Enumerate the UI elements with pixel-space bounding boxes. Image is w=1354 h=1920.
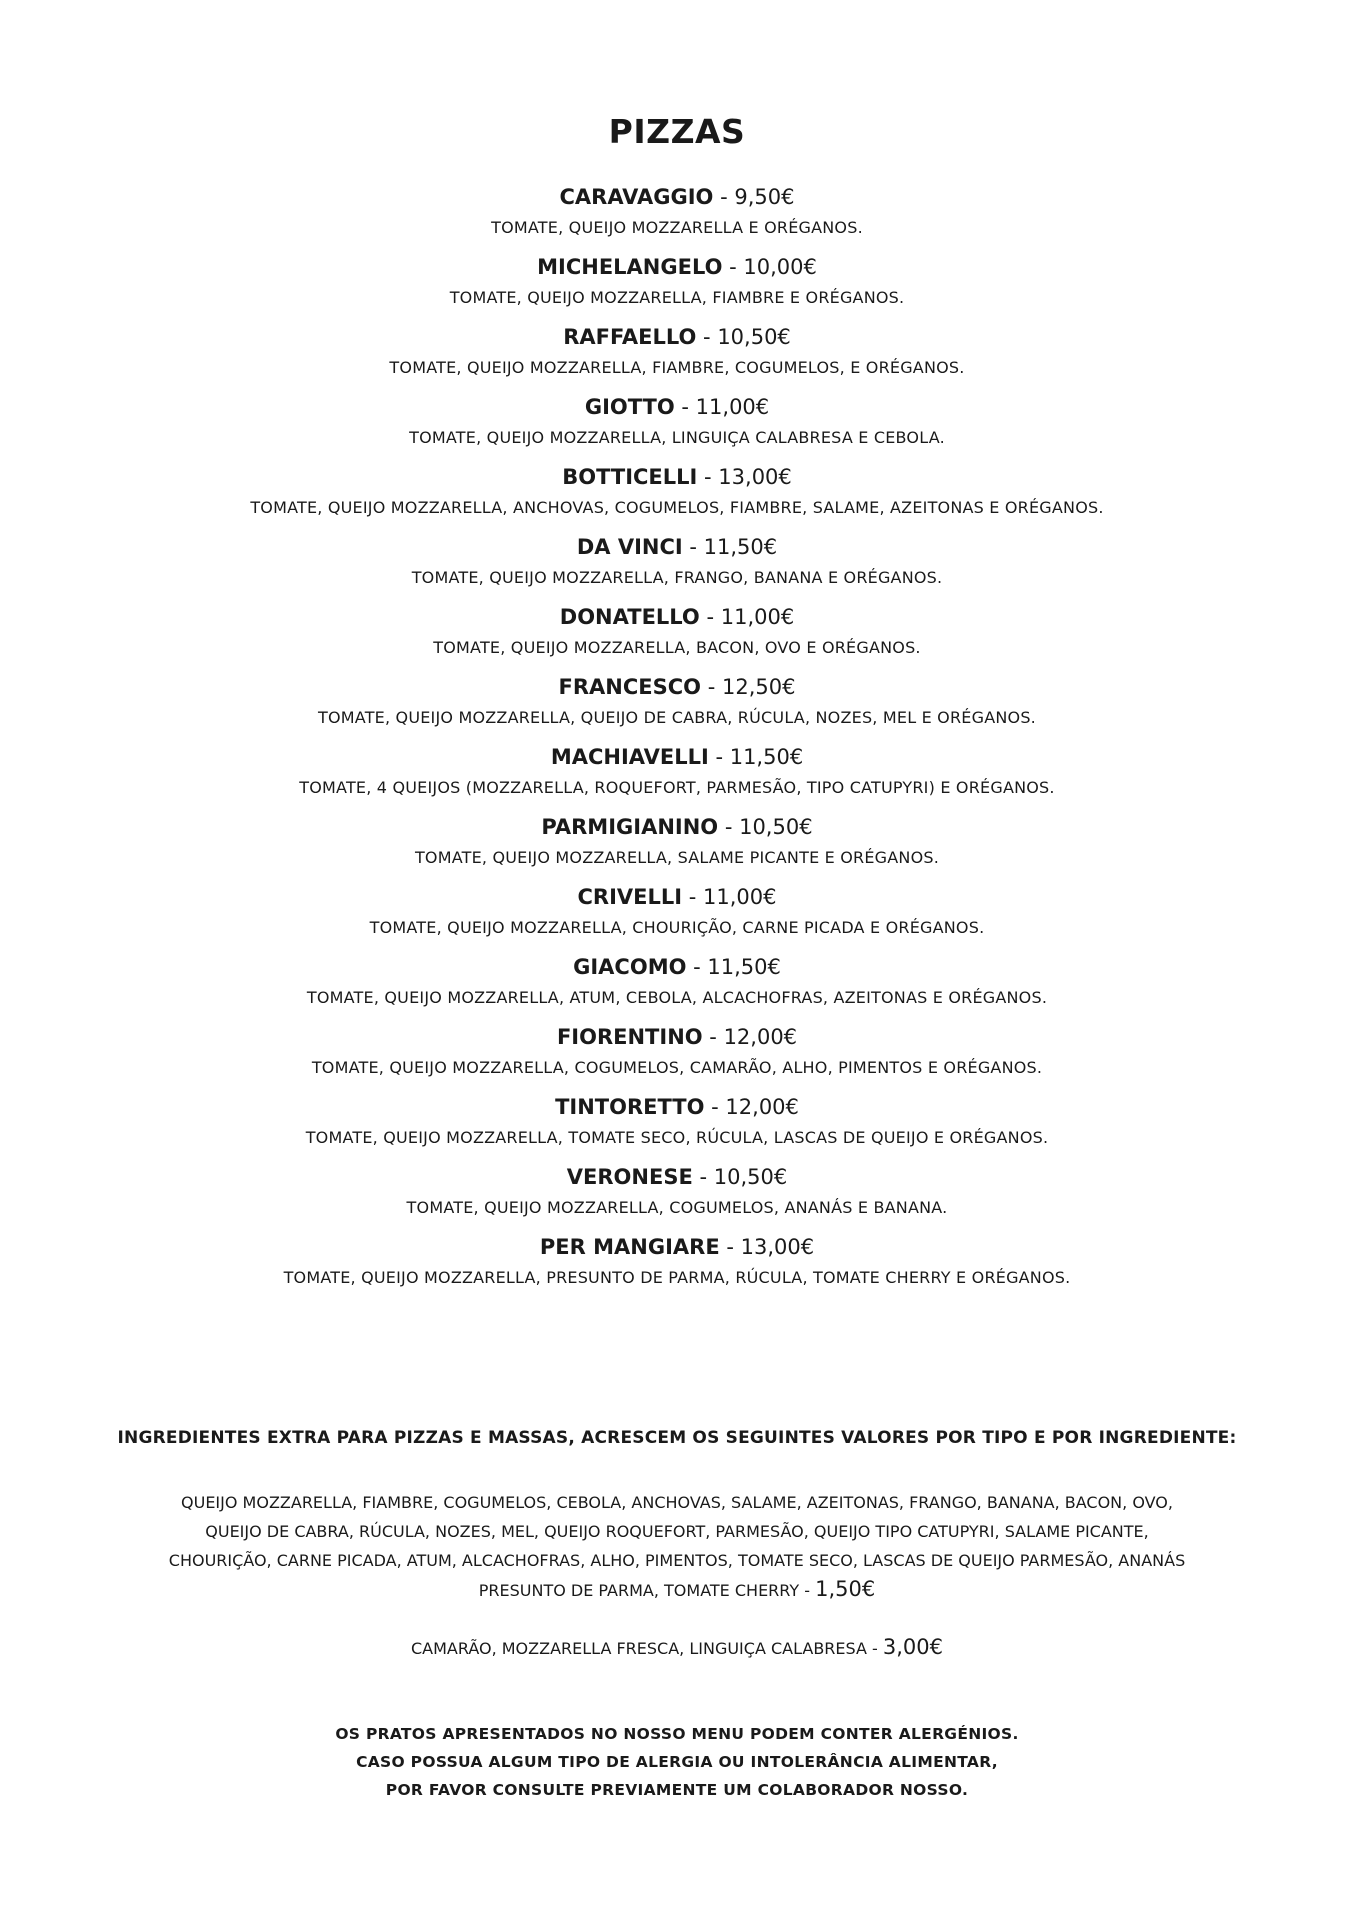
menu-item-price: 10,50€ <box>717 325 791 349</box>
menu-item-name: MACHIAVELLI <box>550 745 709 769</box>
menu-item-separator: - <box>708 745 730 769</box>
allergen-notice <box>0 1720 1354 1804</box>
menu-item-price: 10,00€ <box>743 255 817 279</box>
menu-item-description: TOMATE, QUEIJO MOZZARELLA, FIAMBRE, COGUMELOS, E ORÉGANOS. <box>389 358 965 377</box>
menu-item-heading <box>0 322 1354 352</box>
menu-item-separator: - <box>682 535 704 559</box>
menu-item <box>0 1162 1354 1232</box>
menu-item-price: 10,50€ <box>713 1165 788 1189</box>
menu-item <box>0 672 1354 742</box>
menu-item-description: TOMATE, QUEIJO MOZZARELLA, FIAMBRE E ORÉGANOS. <box>449 288 905 307</box>
menu-item-price: 11,50€ <box>703 535 778 559</box>
menu-item-name: MICHELANGELO <box>537 255 723 279</box>
menu-item-name: VERONESE <box>566 1165 693 1189</box>
menu-item-name: PER MANGIARE <box>539 1235 720 1259</box>
extras-separator: - <box>799 1581 816 1600</box>
menu-item-separator: - <box>692 1165 714 1189</box>
pizza-list <box>0 182 1354 1302</box>
menu-item-separator: - <box>702 1025 724 1049</box>
menu-item-description: TOMATE, QUEIJO MOZZARELLA, SALAME PICANTE E ORÉGANOS. <box>414 848 940 867</box>
menu-item-heading <box>0 602 1354 632</box>
extras-list-2-text: CAMARÃO, MOZZARELLA FRESCA, LINGUIÇA CALABRESA <box>410 1639 867 1658</box>
menu-item <box>0 1232 1354 1302</box>
menu-item-separator: - <box>699 605 721 629</box>
extras-price-1: 1,50€ <box>815 1577 876 1601</box>
menu-item-description: TOMATE, QUEIJO MOZZARELLA, CHOURIÇÃO, CARNE PICADA E ORÉGANOS. <box>369 918 985 937</box>
menu-item-heading <box>0 952 1354 982</box>
menu-item-description: TOMATE, QUEIJO MOZZARELLA, ANCHOVAS, COGUMELOS, FIAMBRE, SALAME, AZEITONAS E ORÉGANOS. <box>250 498 1104 517</box>
menu-item-price: 13,00€ <box>718 465 792 489</box>
menu-item-heading <box>0 1092 1354 1122</box>
menu-item <box>0 952 1354 1022</box>
menu-item-heading <box>0 182 1354 212</box>
menu-item-name: GIOTTO <box>584 395 675 419</box>
menu-item-heading <box>0 742 1354 772</box>
menu-item <box>0 812 1354 882</box>
menu-item-price: 11,00€ <box>695 395 770 419</box>
menu-item <box>0 322 1354 392</box>
menu-item-description: TOMATE, QUEIJO MOZZARELLA, TOMATE SECO, RÚCULA, LASCAS DE QUEIJO E ORÉGANOS. <box>305 1128 1049 1147</box>
menu-item-name: DONATELLO <box>559 605 700 629</box>
menu-item-description: TOMATE, QUEIJO MOZZARELLA, COGUMELOS, ANANÁS E BANANA. <box>406 1198 948 1217</box>
menu-item-separator: - <box>713 185 735 209</box>
menu-item-name: FIORENTINO <box>556 1025 703 1049</box>
menu-item-name: DA VINCI <box>576 535 683 559</box>
menu-item-name: FRANCESCO <box>558 675 702 699</box>
menu-item-description: TOMATE, QUEIJO MOZZARELLA, LINGUIÇA CALABRESA E CEBOLA. <box>409 428 945 447</box>
menu-item-heading <box>0 252 1354 282</box>
menu-item-separator: - <box>696 325 718 349</box>
menu-item-separator: - <box>704 1095 726 1119</box>
menu-item-name: PARMIGIANINO <box>541 815 719 839</box>
menu-item-price: 13,00€ <box>740 1235 815 1259</box>
menu-item-price: 12,50€ <box>721 675 796 699</box>
menu-item-heading <box>0 532 1354 562</box>
menu-item-name: BOTTICELLI <box>562 465 698 489</box>
menu-item <box>0 462 1354 532</box>
menu-item-description: TOMATE, QUEIJO MOZZARELLA, ATUM, CEBOLA, ALCACHOFRAS, AZEITONAS E ORÉGANOS. <box>306 988 1048 1007</box>
extras-line: QUEIJO MOZZARELLA, FIAMBRE, COGUMELOS, CEBOLA, ANCHOVAS, SALAME, AZEITONAS, FRANGO, BANANA, BACON, OVO, <box>181 1493 1173 1512</box>
menu-item-price: 11,50€ <box>707 955 781 979</box>
notice-line-2: CASO POSSUA ALGUM TIPO DE ALERGIA OU INTOLERÂNCIA ALIMENTAR, <box>356 1753 998 1771</box>
menu-item-price: 12,00€ <box>723 1025 798 1049</box>
menu-item-price: 12,00€ <box>725 1095 799 1119</box>
extras-line: CHOURIÇÃO, CARNE PICADA, ATUM, ALCACHOFRAS, ALHO, PIMENTOS, TOMATE SECO, LASCAS DE QUEIJO PARMESÃO, ANANÁS <box>168 1551 1186 1570</box>
notice-line-1: OS PRATOS APRESENTADOS NO NOSSO MENU PODEM CONTER ALERGÉNIOS. <box>335 1725 1019 1743</box>
menu-item-description: TOMATE, 4 QUEIJOS (MOZZARELLA, ROQUEFORT, PARMESÃO, TIPO CATUPYRI) E ORÉGANOS. <box>299 778 1055 797</box>
menu-item-heading <box>0 1162 1354 1192</box>
menu-item <box>0 252 1354 322</box>
menu-item-price: 9,50€ <box>734 185 795 209</box>
menu-item <box>0 882 1354 952</box>
page-title: PIZZAS <box>608 112 746 151</box>
menu-item-price: 11,00€ <box>703 885 777 909</box>
extras-line-text: PRESUNTO DE PARMA, TOMATE CHERRY <box>478 1581 800 1600</box>
menu-item-description: TOMATE, QUEIJO MOZZARELLA, COGUMELOS, CAMARÃO, ALHO, PIMENTOS E ORÉGANOS. <box>311 1058 1043 1077</box>
menu-item-name: CARAVAGGIO <box>559 185 714 209</box>
menu-item-name: TINTORETTO <box>555 1095 705 1119</box>
menu-item-price: 10,50€ <box>739 815 813 839</box>
menu-item-separator: - <box>722 255 744 279</box>
notice-line-3: POR FAVOR CONSULTE PREVIAMENTE UM COLABORADOR NOSSO. <box>385 1781 969 1799</box>
extras-price-2: 3,00€ <box>882 1635 943 1659</box>
menu-item-separator: - <box>697 465 719 489</box>
menu-item-separator: - <box>686 955 708 979</box>
menu-item-heading <box>0 1022 1354 1052</box>
extras-heading: INGREDIENTES EXTRA PARA PIZZAS E MASSAS, ACRESCEM OS SEGUINTES VALORES POR TIPO E POR INGREDIENTE: <box>117 1428 1237 1448</box>
menu-item <box>0 532 1354 602</box>
extras-line-last <box>90 1575 1264 1605</box>
menu-item-price: 11,50€ <box>729 745 804 769</box>
menu-item <box>0 392 1354 462</box>
menu-item-heading <box>0 1232 1354 1262</box>
menu-item-separator: - <box>718 815 740 839</box>
menu-item-separator: - <box>674 395 696 419</box>
menu-item-description: TOMATE, QUEIJO MOZZARELLA, QUEIJO DE CABRA, RÚCULA, NOZES, MEL E ORÉGANOS. <box>318 708 1036 727</box>
extras-separator: - <box>866 1639 883 1658</box>
menu-item-name: RAFFAELLO <box>563 325 697 349</box>
extras-list-2 <box>0 1632 1354 1664</box>
menu-item-name: CRIVELLI <box>577 885 683 909</box>
menu-item-price: 11,00€ <box>720 605 795 629</box>
menu-item <box>0 602 1354 672</box>
menu-item-name: GIACOMO <box>573 955 687 979</box>
menu-item <box>0 742 1354 812</box>
menu-item <box>0 1092 1354 1162</box>
extras-line: QUEIJO DE CABRA, RÚCULA, NOZES, MEL, QUEIJO ROQUEFORT, PARMESÃO, QUEIJO TIPO CATUPYRI, SALAME PICANTE, <box>205 1522 1149 1541</box>
menu-item-heading <box>0 462 1354 492</box>
menu-item-heading <box>0 882 1354 912</box>
menu-item <box>0 182 1354 252</box>
menu-item-description: TOMATE, QUEIJO MOZZARELLA E ORÉGANOS. <box>491 218 863 237</box>
menu-item-separator: - <box>701 675 722 699</box>
menu-item-heading <box>0 812 1354 842</box>
menu-item-heading <box>0 672 1354 702</box>
menu-item <box>0 1022 1354 1092</box>
menu-item-description: TOMATE, QUEIJO MOZZARELLA, BACON, OVO E ORÉGANOS. <box>433 638 921 657</box>
menu-item-separator: - <box>719 1235 741 1259</box>
extras-list-1 <box>90 1488 1264 1605</box>
menu-item-heading <box>0 392 1354 422</box>
menu-item-description: TOMATE, QUEIJO MOZZARELLA, PRESUNTO DE PARMA, RÚCULA, TOMATE CHERRY E ORÉGANOS. <box>283 1268 1071 1287</box>
menu-item-separator: - <box>682 885 704 909</box>
menu-item-description: TOMATE, QUEIJO MOZZARELLA, FRANGO, BANANA E ORÉGANOS. <box>411 568 943 587</box>
